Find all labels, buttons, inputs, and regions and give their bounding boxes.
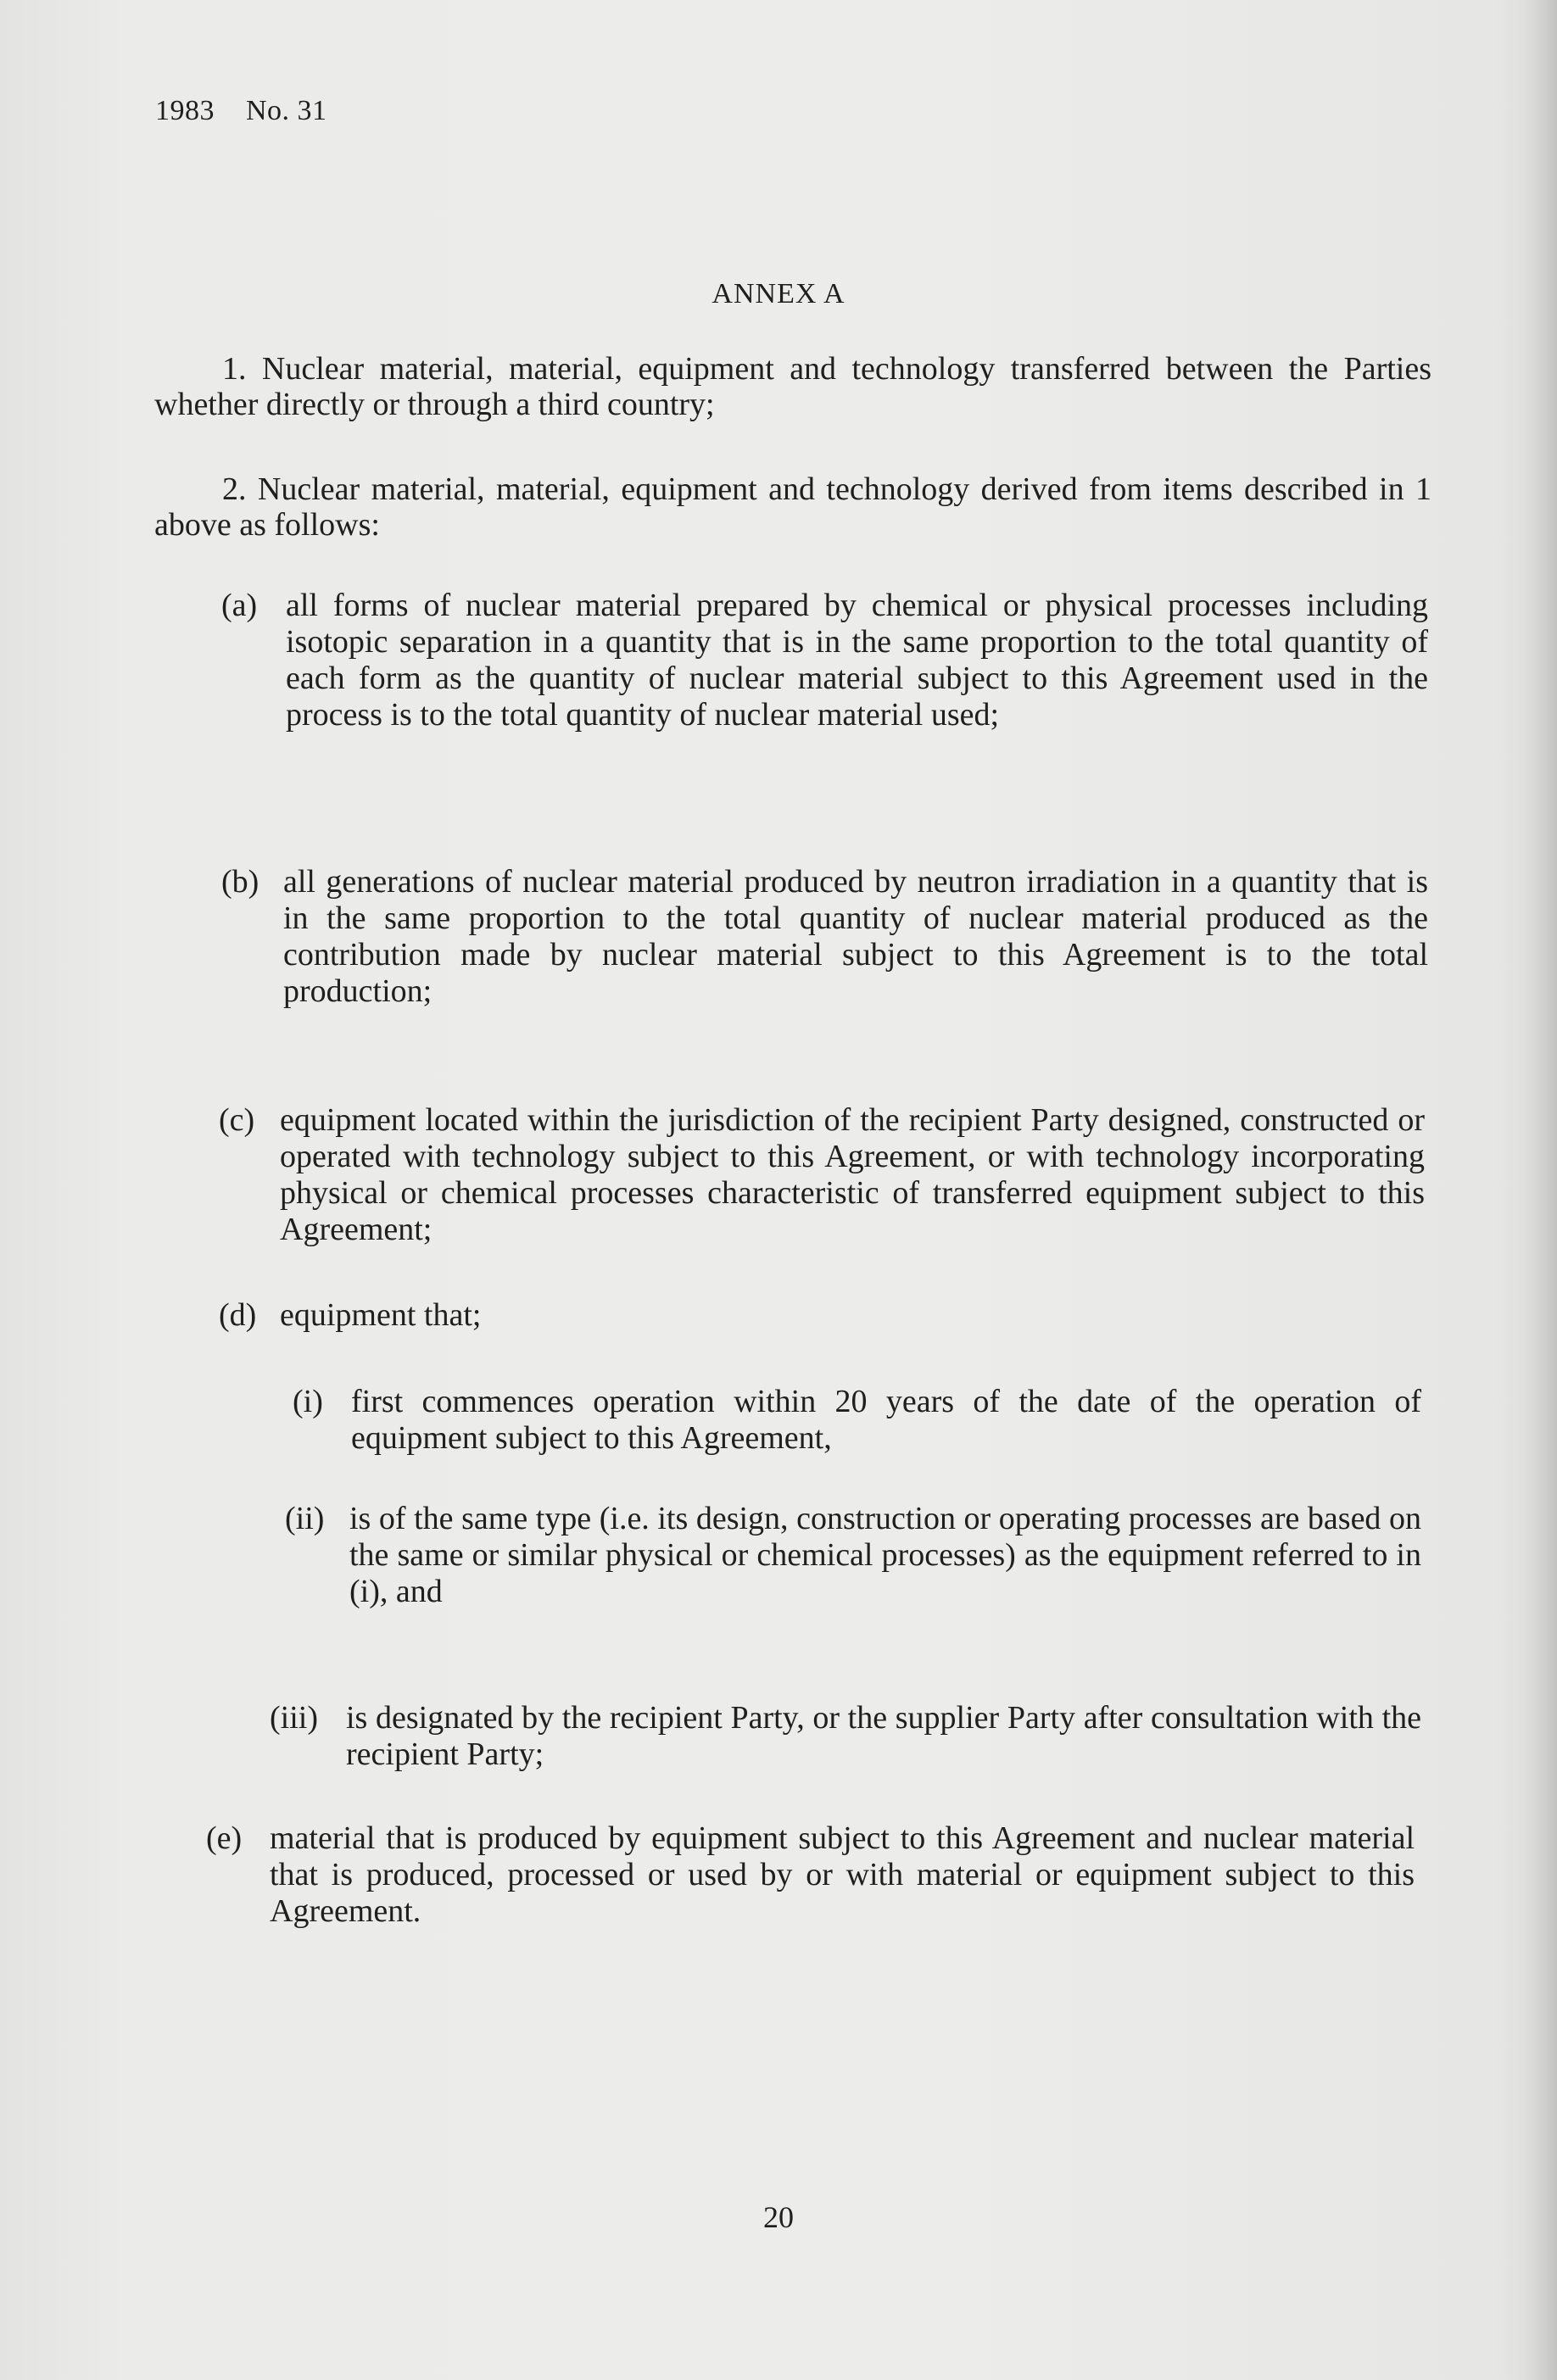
list-item-d	[0, 1297, 1557, 1340]
bleed-through-text	[246, 208, 1433, 649]
sub-item-label-iii: (iii)	[270, 1700, 318, 1736]
item-label-b: (b)	[221, 864, 260, 900]
list-item-e	[0, 1820, 1557, 1939]
sub-item-label-ii: (ii)	[285, 1501, 325, 1536]
header-year: 1983	[155, 95, 215, 126]
annex-title: ANNEX A	[712, 278, 845, 309]
item-text-d: equipment that;	[280, 1297, 482, 1333]
page-edge-shadow	[1523, 0, 1557, 2380]
item-text-b: all generations of nuclear material produced by neutron irradiation in a quantity that is in the same proportion to the total quantity of nuclear material produced as the contribution made by nuclear material subject to this Agreement is to the total production;	[283, 864, 1428, 1009]
item-label-d: (d)	[219, 1297, 257, 1333]
page-number: 20	[763, 2200, 794, 2234]
list-item-a	[0, 588, 1557, 783]
sub-item-text-ii: is of the same type (i.e. its design, construction or operating processes are based on the same or similar physical or chemical processes) as the equipment referred to in (i), and	[349, 1501, 1421, 1609]
item-label-a: (a)	[221, 588, 258, 623]
sub-item-text-iii: is designated by the recipient Party, or the supplier Party after consultation with the recipient Party;	[346, 1700, 1421, 1772]
item-text-e: material that is produced by equipment subject to this Agreement and nuclear material that is produced, processed or used by or with material or equipment subject to this Agreement.	[270, 1820, 1415, 1929]
list-item-b	[0, 864, 1557, 1025]
page-header	[155, 95, 327, 127]
item-text-a: all forms of nuclear material prepared by chemical or physical processes including isotopic separation in a quantity that is in the same proportion to the total quantity of each form as the quantity of nuclear material subject to this Agreement used in the process is to the total quantity of nuclear material used;	[286, 588, 1428, 733]
paragraph-1: 1. Nuclear material, material, equipment and technology transferred between the Parties whether directly or through a third country;	[154, 351, 1431, 422]
list-item-c	[0, 1102, 1557, 1263]
sub-item-label-i: (i)	[293, 1384, 323, 1419]
item-label-c: (c)	[219, 1102, 255, 1138]
paragraph-2: 2. Nuclear material, material, equipment and technology derived from items described in 1 above as follows:	[154, 471, 1431, 543]
sub-item-ii	[0, 1501, 1557, 1619]
sub-item-i	[0, 1384, 1557, 1469]
item-text-c: equipment located within the jurisdiction of the recipient Party designed, constructed or operated with technology subject to this Agreement, or with technology incorporating physical or chemical processes characteristic of transferred equipment subject to this Agreement;	[280, 1102, 1425, 1247]
item-label-e: (e)	[206, 1820, 243, 1856]
sub-item-text-i: first commences operation within 20 years of the date of the operation of equipment subject to this Agreement,	[351, 1384, 1421, 1456]
sub-item-iii	[0, 1700, 1557, 1785]
header-number: No. 31	[246, 95, 327, 126]
